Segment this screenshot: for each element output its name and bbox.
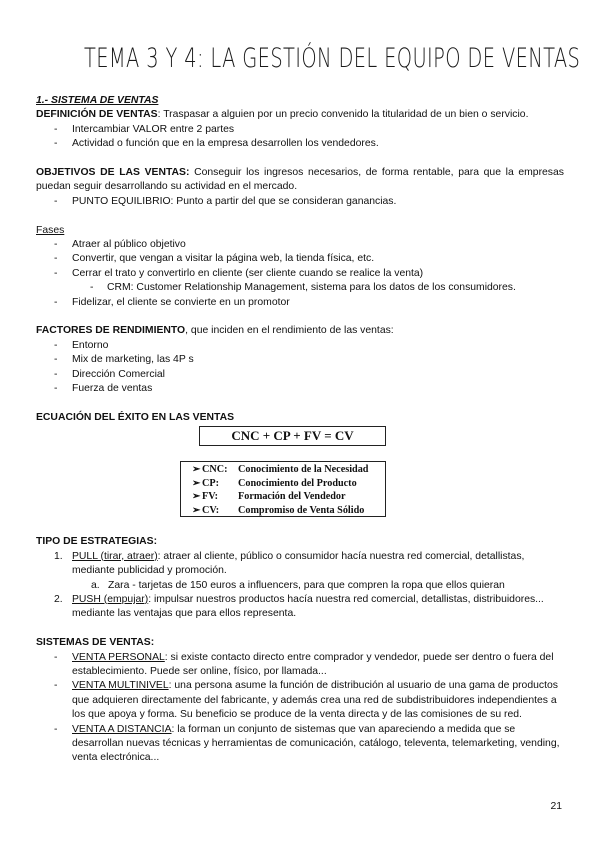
factores-paragraph xyxy=(36,324,564,338)
list-item: - Actividad o función que en la empresa desarrollen los vendedores. xyxy=(54,138,379,150)
factores-list xyxy=(36,339,564,397)
list-item: - VENTA A DISTANCIA: la forman un conjunto de sistemas que van apareciendo a medida que se desarrollan nuevas técnicas y herramientas de comunicación, catálogo, televenta, telemarketing, vending, venta electrónica... xyxy=(54,723,560,764)
arrow-bullet-icon: ➢ xyxy=(192,504,201,516)
fases-list xyxy=(36,238,564,310)
factores-text: , que inciden en el rendimiento de las ventas: xyxy=(185,325,394,337)
definicion-list xyxy=(36,123,564,152)
list-item: - PUNTO EQUILIBRIO: Punto a partir del que se consideran ganancias. xyxy=(54,195,397,207)
objetivos-list xyxy=(36,195,564,209)
arrow-bullet-icon: ➢ xyxy=(192,491,201,503)
ecuacion-figure xyxy=(36,425,564,529)
ecuacion-legend xyxy=(180,461,386,517)
definicion-paragraph xyxy=(36,108,564,122)
estrategias-list xyxy=(36,550,564,622)
ecuacion-formula: CNC + CP + FV = CV xyxy=(199,426,386,446)
factores-label: FACTORES DE RENDIMIENTO xyxy=(36,325,186,337)
sistemas-heading: SISTEMAS DE VENTAS: xyxy=(36,637,155,649)
definicion-text: : Traspasar a alguien por un precio convenido la titularidad de un bien o servicio. xyxy=(157,109,529,121)
list-item: - Mix de marketing, las 4P s xyxy=(54,354,194,366)
sub-list-item: - CRM: Customer Relationship Management, sistema para los datos de los consumidores. xyxy=(90,282,516,294)
legend-row: ➢CNC: Conocimiento de la Necesidad xyxy=(192,464,369,476)
definicion-label: DEFINICIÓN DE VENTAS xyxy=(36,109,158,121)
legend-row: ➢FV: Formación del Vendedor xyxy=(192,491,346,503)
arrow-bullet-icon: ➢ xyxy=(192,464,201,476)
page-content xyxy=(36,94,564,766)
ecuacion-heading: ECUACIÓN DEL ÉXITO EN LAS VENTAS xyxy=(36,411,235,423)
sistemas-list xyxy=(36,651,564,766)
page-title: TEMA 3 Y 4: LA GESTIÓN DEL EQUIPO DE VENTAS xyxy=(83,43,581,74)
objetivos-text: Conseguir los ingresos necesarios, de forma rentable, para que la empresas puedan seguir desarrollando su actividad en el mercado. xyxy=(36,167,564,193)
list-item: - Convertir, que vengan a visitar la página web, la tienda física, etc. xyxy=(54,253,375,265)
objetivos-paragraph xyxy=(36,166,564,195)
list-item: - Fuerza de ventas xyxy=(54,383,153,395)
list-item: - Dirección Comercial xyxy=(54,368,165,380)
list-item: - Intercambiar VALOR entre 2 partes xyxy=(54,123,235,135)
fases-label: Fases xyxy=(36,224,65,236)
sub-list-item: a. Zara - tarjetas de 150 euros a influencers, para que compren la ropa que ellos quieran xyxy=(91,579,505,591)
list-item: - Entorno xyxy=(54,339,109,351)
list-item: - Fidelizar, el cliente se convierte en un promotor xyxy=(54,296,290,308)
legend-row: ➢CV: Compromiso de Venta Sólido xyxy=(192,504,365,516)
page-number: 21 xyxy=(550,801,562,812)
list-item: - VENTA MULTINIVEL: una persona asume la función de distribución al usuario de una gama de productos que adquieren directamente del fabricante, y además crea una red de subdistribuidores independientes a los que apoya y forma. Su beneficio se produce de la venta directa y de las comisiones de su red. xyxy=(54,680,558,721)
objetivos-label: OBJETIVOS DE LAS VENTAS: xyxy=(36,167,190,179)
list-item: - Atraer al público objetivo xyxy=(54,239,186,251)
list-item: 1. PULL (tirar, atraer): atraer al cliente, público o consumidor hacía nuestra red comercial, detallistas, mediante publicidad y promoción. xyxy=(54,550,525,577)
section-heading: 1.- SISTEMA DE VENTAS xyxy=(36,95,159,106)
legend-row: ➢CP: Conocimiento del Producto xyxy=(192,477,357,489)
estrategias-heading: TIPO DE ESTRATEGIAS: xyxy=(36,536,158,548)
list-item: - VENTA PERSONAL: si existe contacto directo entre comprador y vendedor, puede ser dentro o fuera del establecimiento. Puede ser online, físico, por llamada... xyxy=(54,651,554,677)
arrow-bullet-icon: ➢ xyxy=(192,477,201,489)
list-item: - Cerrar el trato y convertirlo en cliente (ser cliente cuando se realice la venta) xyxy=(54,267,424,279)
list-item: 2. PUSH (empujar): impulsar nuestros productos hacía nuestra red comercial, detallistas, distribuidores... mediante las ventajas que para ellos representa. xyxy=(54,593,544,620)
